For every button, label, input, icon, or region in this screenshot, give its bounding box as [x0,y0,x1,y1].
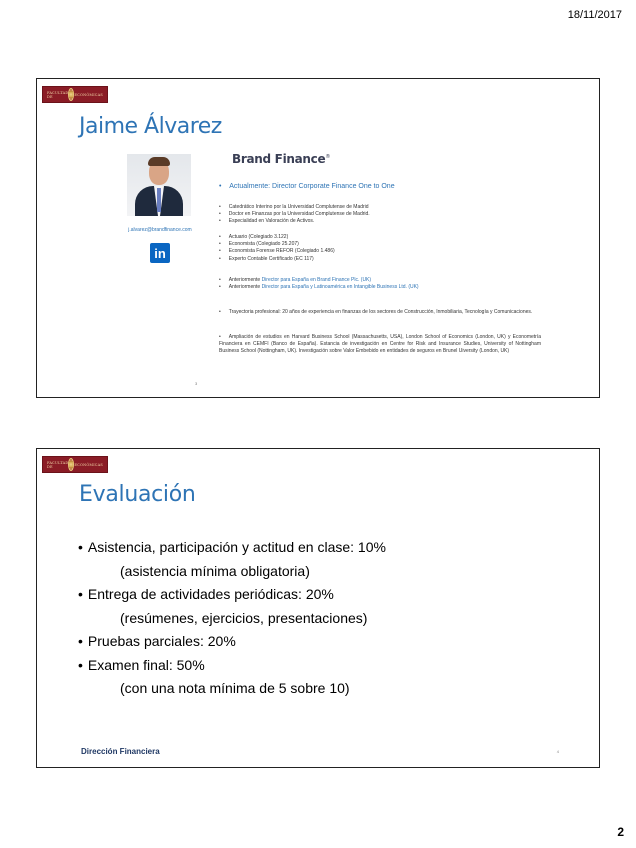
faculty-logo [42,456,108,473]
slide-evaluacion [36,448,600,768]
linkedin-icon[interactable]: in [150,243,170,263]
faculty-logo [42,86,108,103]
slide-footer: Dirección Financiera [81,747,160,756]
list-item: • Experto Contable Certificado (EC 117) [219,256,541,263]
list-item-note: (con una nota mínima de 5 sobre 10) [120,680,350,696]
list-item: • Catedrático Interino por la Universidad Complutense de Madrid [219,204,541,211]
slide-title: Evaluación [79,482,196,507]
slide-number: 4 [556,749,559,754]
page-number: 2 [617,825,624,839]
credentials-list [219,234,541,263]
list-item: • Examen final: 50% [78,654,386,678]
list-item: • Especialidad en Valoración de Activos. [219,218,541,225]
profile-photo [127,154,191,216]
list-item: • Anteriormente Director para España en Brand Finance Plc. (UK) [219,277,541,284]
list-item-note: (resúmenes, ejercicios, presentaciones) [120,609,368,626]
academic-list [219,204,541,226]
slide-jaime-alvarez [36,78,600,398]
logo-left-text: FACULTAD DE [47,460,69,469]
list-item: • Economista (Colegiado 25.207) [219,241,541,248]
previous-role-link[interactable]: Director para España en Brand Finance Plc. (UK) [261,277,372,283]
studies-text: • Ampliación de estudios en Harvard Business School (Massachusetts, USA), London School of Economics (London, UK) y Econometría Financiera en CEMFI (Banco de España). Estancia de investigación en Centre for Risk and Insurance Studies, University of Nottingham Business School (Nottingham, UK). Investigación sobre Valor Embebido en entidades de seguros en Brunel Uiversity (London, UK) [219,334,541,356]
list-item: • Anteriormente Director para España y Latinoamérica en Intangible Business Ltd. (UK) [219,284,541,291]
list-item: • Actuario (Colegiado 3.122) [219,234,541,241]
list-item: • Asistencia, participación y actitud en clase: 10% [78,536,386,560]
logo-right-text: ECONÓMICAS [74,92,103,97]
current-role: • Actualmente: Director Corporate Finance One to One [219,183,395,190]
page-date: 18/11/2017 [567,9,622,21]
previous-role-link[interactable]: Director para España y Latinoamérica en Intangible Business Ltd. (UK) [261,284,419,291]
brand-finance-logo: Brand Finance® [232,152,331,166]
list-item: • Pruebas parciales: 20% [78,630,386,654]
previous-roles-list [219,277,541,291]
email-link[interactable]: j.alvarez@brandfinance.com [128,227,192,233]
logo-left-text: FACULTAD DE [47,90,69,99]
logo-right-text: ECONÓMICAS [74,462,103,467]
evaluation-list [78,536,386,701]
list-item-note: (asistencia mínima obligatoria) [120,562,310,579]
list-item: • Doctor en Finanzas por la Universidad Complutense de Madrid. [219,211,541,218]
list-item: • Economista Forense REFOR (Colegiado 1.486) [219,248,541,255]
trajectory-text: • Trayectoria profesional: 20 años de experiencia en finanzas de los sectores de Construcción, Inmobiliaria, Tecnología y Comunicaciones. [219,309,541,316]
slide-title: Jaime Álvarez [79,114,222,139]
slide-number: 3 [195,381,198,386]
list-item: • Entrega de actividades periódicas: 20% [78,583,386,607]
